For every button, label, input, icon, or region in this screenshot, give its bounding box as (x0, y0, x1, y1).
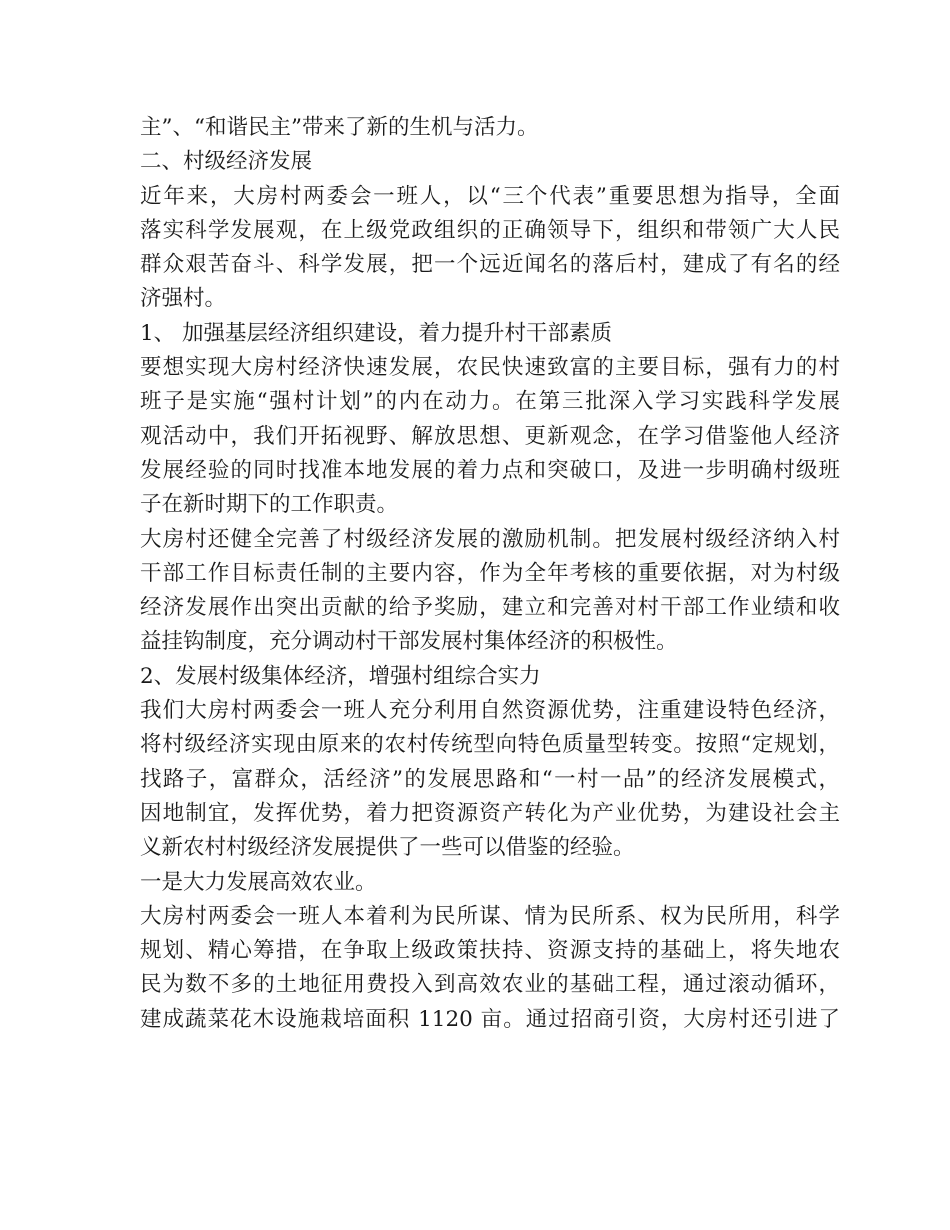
text-line: 1、 加强基层经济组织建设，着力提升村干部素质 (140, 320, 613, 346)
text-line: 建成蔬菜花木设施栽培面积 1120 亩。通过招商引资，大房村还引进了 (140, 1006, 840, 1032)
text-line: 干部工作目标责任制的主要内容，作为全年考核的重要依据，对为村级 (140, 560, 840, 586)
text-line: 找路子，富群众，活经济”的发展思路和“一村一品”的经济发展模式， (140, 766, 840, 792)
text-line: 民为数不多的土地征用费投入到高效农业的基础工程，通过滚动循环， (140, 972, 840, 998)
text-line: 大房村还健全完善了村级经济发展的激励机制。把发展村级经济纳入村 (140, 526, 840, 552)
text-line: 班子是实施“强村计划”的内在动力。在第三批深入学习实践科学发展 (140, 389, 840, 415)
text-line: 一是大力发展高效农业。 (140, 869, 377, 895)
text-line: 二、村级经济发展 (140, 149, 313, 175)
text-line: 要想实现大房村经济快速发展，农民快速致富的主要目标，强有力的村 (140, 355, 840, 381)
text-line: 主”、“和谐民主”带来了新的生机与活力。 (140, 115, 539, 140)
document-body (140, 111, 840, 1037)
text-line: 发展经验的同时找准本地发展的着力点和突破口，及进一步明确村级班 (140, 457, 840, 483)
text-line: 子在新时期下的工作职责。 (140, 492, 399, 518)
text-line: 2、发展村级集体经济，增强村组综合实力 (140, 663, 541, 689)
text-line: 将村级经济实现由原来的农村传统型向特色质量型转变。按照“定规划， (140, 732, 840, 758)
text-line: 济强村。 (140, 286, 227, 312)
text-line: 群众艰苦奋斗、科学发展，把一个远近闻名的落后村，建成了有名的经 (140, 252, 840, 278)
text-line: 大房村两委会一班人本着利为民所谋、情为民所系、权为民所用，科学 (140, 903, 840, 929)
text-line: 落实科学发展观，在上级党政组织的正确领导下，组织和带领广大人民 (140, 217, 840, 243)
text-line: 因地制宜，发挥优势，着力把资源资产转化为产业优势，为建设社会主 (140, 800, 840, 826)
text-line: 规划、精心筹措，在争取上级政策扶持、资源支持的基础上，将失地农 (140, 938, 840, 964)
text-line: 经济发展作出突出贡献的给予奖励，建立和完善对村干部工作业绩和收 (140, 595, 840, 621)
text-line: 观活动中，我们开拓视野、解放思想、更新观念，在学习借鉴他人经济 (140, 423, 840, 449)
text-line: 义新农村村级经济发展提供了一些可以借鉴的经验。 (140, 835, 635, 861)
text-line: 我们大房村两委会一班人充分利用自然资源优势，注重建设特色经济， (140, 698, 840, 724)
text-line: 益挂钩制度，充分调动村干部发展村集体经济的积极性。 (140, 629, 678, 655)
text-line: 近年来，大房村两委会一班人，以“三个代表”重要思想为指导，全面 (140, 183, 840, 209)
